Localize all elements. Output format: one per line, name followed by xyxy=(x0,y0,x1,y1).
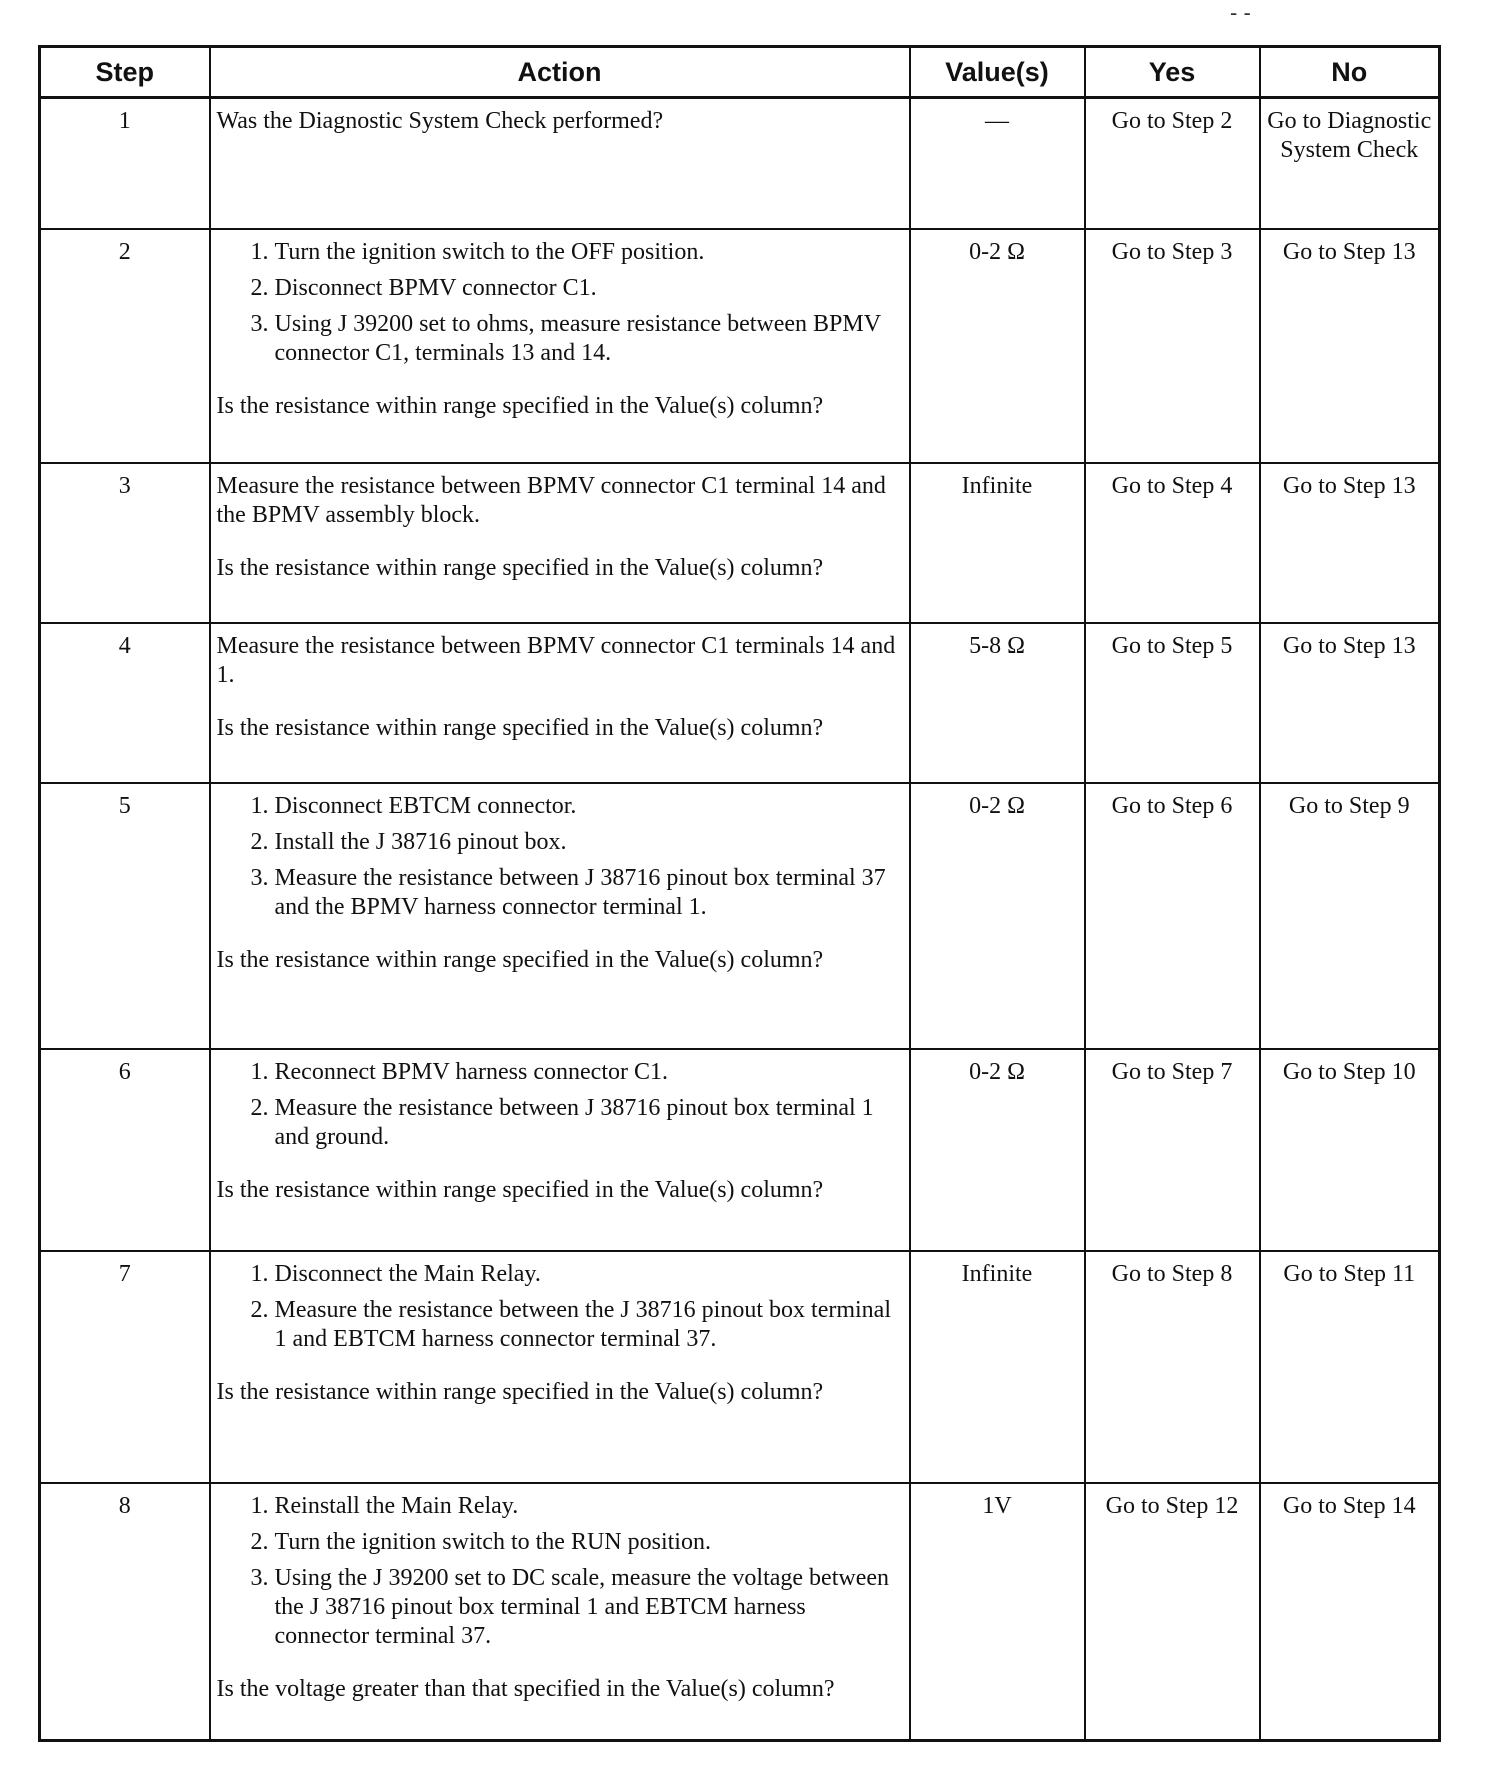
action-question: Is the resistance within range specified in the Value(s) column? xyxy=(216,1378,824,1405)
no-cell: Go to Step 11 xyxy=(1260,1251,1440,1483)
action-steps xyxy=(217,1058,903,1152)
value-cell: 0-2 Ω xyxy=(910,1049,1085,1251)
action-question: Is the resistance within range specified in the Value(s) column? xyxy=(216,946,824,973)
table-row xyxy=(40,463,1440,623)
action-cell xyxy=(210,1483,910,1741)
step-number: 3 xyxy=(40,463,210,623)
action-step: 1. Disconnect the Main Relay. xyxy=(275,1260,903,1289)
action-step: 2. Measure the resistance between J 38716 pinout box terminal 1 and ground. xyxy=(275,1094,903,1152)
table-row xyxy=(40,229,1440,463)
no-cell: Go to Step 13 xyxy=(1260,229,1440,463)
value-cell: Infinite xyxy=(910,1251,1085,1483)
table-row xyxy=(40,783,1440,1049)
table-row xyxy=(40,1483,1440,1741)
header-no: No xyxy=(1260,47,1440,98)
action-step: 2. Turn the ignition switch to the RUN position. xyxy=(275,1528,903,1557)
action-steps xyxy=(217,1492,903,1651)
no-cell: Go to Diagnostic System Check xyxy=(1260,98,1440,229)
no-cell: Go to Step 10 xyxy=(1260,1049,1440,1251)
action-cell xyxy=(210,1251,910,1483)
yes-cell: Go to Step 6 xyxy=(1085,783,1260,1049)
step-number: 4 xyxy=(40,623,210,783)
step-number: 1 xyxy=(40,98,210,229)
value-cell: 0-2 Ω xyxy=(910,229,1085,463)
header-values: Value(s) xyxy=(910,47,1085,98)
action-step: 2. Install the J 38716 pinout box. xyxy=(275,828,903,857)
yes-cell: Go to Step 4 xyxy=(1085,463,1260,623)
yes-cell: Go to Step 12 xyxy=(1085,1483,1260,1741)
action-cell xyxy=(210,98,910,229)
step-number: 2 xyxy=(40,229,210,463)
page-mark: - - xyxy=(1230,0,1251,25)
action-cell xyxy=(210,1049,910,1251)
action-cell xyxy=(210,463,910,623)
header-action: Action xyxy=(210,47,910,98)
action-question: Is the resistance within range specified in the Value(s) column? xyxy=(216,714,824,741)
step-number: 8 xyxy=(40,1483,210,1741)
value-cell: Infinite xyxy=(910,463,1085,623)
diagnostic-table xyxy=(38,45,1441,1742)
step-number: 6 xyxy=(40,1049,210,1251)
header-yes: Yes xyxy=(1085,47,1260,98)
action-question: Is the resistance within range specified in the Value(s) column? xyxy=(216,1176,824,1203)
action-cell xyxy=(210,623,910,783)
action-step: 2. Disconnect BPMV connector C1. xyxy=(275,274,903,303)
action-step: 2. Measure the resistance between the J 38716 pinout box terminal 1 and EBTCM harness connector terminal 37. xyxy=(275,1296,903,1354)
yes-cell: Go to Step 5 xyxy=(1085,623,1260,783)
table-row xyxy=(40,1251,1440,1483)
action-question: Is the resistance within range specified in the Value(s) column? xyxy=(216,554,824,581)
no-cell: Go to Step 13 xyxy=(1260,463,1440,623)
table-row xyxy=(40,623,1440,783)
action-cell xyxy=(210,783,910,1049)
value-cell: — xyxy=(910,98,1085,229)
action-text: Measure the resistance between BPMV connector C1 terminals 14 and 1. xyxy=(216,632,896,688)
no-cell: Go to Step 13 xyxy=(1260,623,1440,783)
action-step: 1. Reconnect BPMV harness connector C1. xyxy=(275,1058,903,1087)
yes-cell: Go to Step 2 xyxy=(1085,98,1260,229)
action-step: 1. Turn the ignition switch to the OFF position. xyxy=(275,238,903,267)
action-step: 3. Using J 39200 set to ohms, measure resistance between BPMV connector C1, terminals 13 and 14. xyxy=(275,310,903,368)
action-text: Was the Diagnostic System Check performed? xyxy=(216,108,664,134)
table-row xyxy=(40,98,1440,229)
step-number: 7 xyxy=(40,1251,210,1483)
yes-cell: Go to Step 3 xyxy=(1085,229,1260,463)
action-step: 1. Disconnect EBTCM connector. xyxy=(275,792,903,821)
action-steps xyxy=(217,238,903,368)
action-question: Is the voltage greater than that specified in the Value(s) column? xyxy=(216,1675,835,1702)
value-cell: 1V xyxy=(910,1483,1085,1741)
yes-cell: Go to Step 7 xyxy=(1085,1049,1260,1251)
action-cell xyxy=(210,229,910,463)
value-cell: 5-8 Ω xyxy=(910,623,1085,783)
header-step: Step xyxy=(40,47,210,98)
action-steps xyxy=(217,1260,903,1354)
action-step: 3. Using the J 39200 set to DC scale, measure the voltage between the J 38716 pinout box terminal 1 and EBTCM harness connector terminal 37. xyxy=(275,1564,903,1651)
action-step: 3. Measure the resistance between J 38716 pinout box terminal 37 and the BPMV harness connector terminal 1. xyxy=(275,864,903,922)
no-cell: Go to Step 14 xyxy=(1260,1483,1440,1741)
table-row xyxy=(40,1049,1440,1251)
action-step: 1. Reinstall the Main Relay. xyxy=(275,1492,903,1521)
table-header-row xyxy=(40,47,1440,98)
action-steps xyxy=(217,792,903,922)
action-text: Measure the resistance between BPMV connector C1 terminal 14 and the BPMV assembly block. xyxy=(216,472,886,528)
no-cell: Go to Step 9 xyxy=(1260,783,1440,1049)
step-number: 5 xyxy=(40,783,210,1049)
value-cell: 0-2 Ω xyxy=(910,783,1085,1049)
yes-cell: Go to Step 8 xyxy=(1085,1251,1260,1483)
action-question: Is the resistance within range specified in the Value(s) column? xyxy=(216,392,824,419)
